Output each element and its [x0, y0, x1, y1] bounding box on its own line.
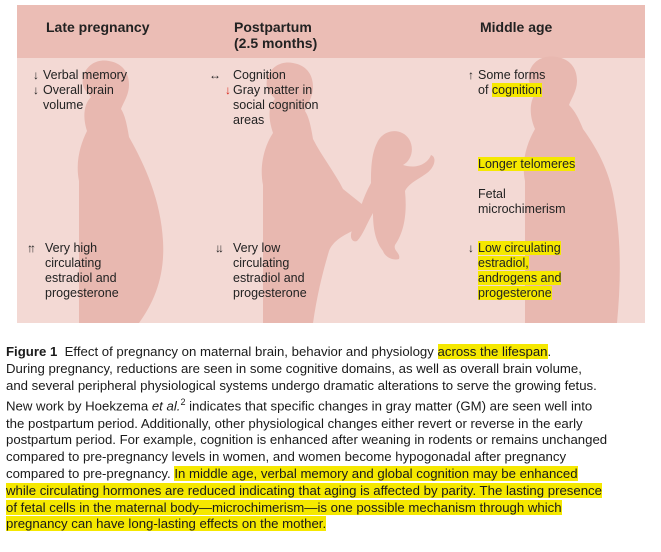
caption-title: Effect of pregnancy on maternal brain, behavior and physiology — [57, 344, 438, 359]
middle-bottom-notes — [468, 241, 561, 301]
postpartum-cognition — [209, 68, 318, 83]
caption-line-8 — [6, 466, 656, 483]
postpartum-gray-matter — [209, 83, 318, 128]
late-verbal-memory — [33, 68, 127, 83]
middle-top-notes — [468, 68, 545, 98]
telomeres-highlight: Longer telomeres — [478, 157, 576, 171]
middle-bottom-line3: androgens and — [478, 271, 562, 285]
caption-line-4a: New work by Hoekzema — [6, 398, 152, 414]
postpartum-bottom-line3: estradiol and — [233, 271, 305, 285]
header-late-pregnancy: Late pregnancy — [46, 19, 150, 35]
postpartum-bottom-line4: progesterone — [233, 286, 307, 300]
header-middle-age: Middle age — [480, 19, 553, 35]
late-bottom-line2: circulating — [45, 256, 102, 270]
middle-bottom-line2: estradiol, — [478, 256, 529, 270]
postpartum-gm-line1: Gray matter in — [233, 83, 313, 97]
caption-line-7: compared to pre-pregnancy levels in women, and women become hypogonadal after pregnancy — [6, 449, 567, 465]
postpartum-bottom-line2: circulating — [233, 256, 290, 270]
caption-line-6: postpartum period. For example, cognition is enhanced after weaning in rodents or remains unchanged — [6, 432, 608, 448]
caption-line-8a: compared to pre-pregnancy. — [6, 465, 175, 481]
header-postpartum — [234, 19, 317, 51]
caption-line-4 — [6, 394, 656, 415]
caption-citation: 2 — [180, 397, 186, 408]
baby-silhouette — [351, 131, 435, 259]
down-arrow-icon: ↓ — [33, 83, 39, 97]
left-right-arrow-icon: ↔ — [209, 68, 221, 82]
late-bottom-notes — [27, 241, 119, 301]
late-verbal-memory-text: Verbal memory — [43, 68, 128, 82]
up-arrow-icon: ↑ — [468, 68, 474, 82]
middle-bottom-line1: Low circulating — [478, 241, 561, 255]
late-brain-volume — [33, 83, 127, 113]
figure-panel — [17, 5, 645, 323]
caption-figure-label: Figure 1 — [6, 344, 58, 359]
caption-title-line — [6, 344, 656, 361]
double-up-arrow-icon: ↑↑ — [27, 241, 33, 255]
postpartum-gm-line2: social cognition — [233, 98, 319, 112]
caption-et-al: et al. — [151, 398, 181, 414]
caption-title-end: . — [547, 344, 552, 359]
middle-telomeres — [478, 157, 575, 172]
header-postpartum-line2: (2.5 months) — [234, 35, 318, 51]
middle-top-line2-prefix: of — [478, 83, 492, 97]
red-down-arrow-icon: ↓ — [225, 83, 231, 97]
late-bottom-line1: Very high — [45, 241, 98, 255]
postpartum-bottom-notes — [215, 241, 307, 301]
micro-line2: microchimerism — [478, 202, 566, 216]
middle-microchimerism — [478, 187, 566, 217]
caption-title-highlight: across the lifespan — [437, 344, 548, 359]
caption-line-11-highlight: pregnancy can have long-lasting effects on the mother. — [6, 516, 327, 532]
late-brain-volume-line1: Overall brain — [43, 83, 114, 97]
postpartum-bottom-line1: Very low — [233, 241, 281, 255]
double-down-arrow-icon: ↓↓ — [215, 241, 221, 255]
figure-caption — [6, 344, 656, 533]
down-arrow-icon: ↓ — [33, 68, 39, 82]
postpartum-cognition-text: Cognition — [233, 68, 286, 82]
caption-line-2: During pregnancy, reductions are seen in some cognitive domains, as well as overall brain volume, — [6, 360, 582, 376]
late-top-notes — [33, 68, 127, 113]
postpartum-gm-line3: areas — [233, 113, 265, 127]
down-arrow-icon: ↓ — [468, 241, 474, 255]
caption-line-5: the postpartum period. Additionally, other physiological changes either revert or reverse in the early — [6, 415, 583, 431]
late-bottom-line3: estradiol and — [45, 271, 117, 285]
middle-top-line1: Some forms — [478, 68, 546, 82]
late-bottom-line4: progesterone — [45, 286, 119, 300]
header-postpartum-line1: Postpartum — [234, 19, 312, 35]
caption-line-10-highlight: of fetal cells in the maternal body—microchimerism—is one possible mechanism through which — [6, 499, 562, 515]
middle-bottom-line4: progesterone — [478, 286, 552, 300]
middle-cognition-highlight: cognition — [491, 83, 542, 97]
postpartum-top-notes — [209, 68, 318, 128]
caption-line-8-highlight: In middle age, verbal memory and global cognition may be enhanced — [174, 465, 578, 481]
late-brain-volume-line2: volume — [43, 98, 84, 112]
caption-line-4b: indicates that specific changes in gray matter (GM) are seen well into — [185, 398, 593, 414]
caption-line-9-highlight: while circulating hormones are reduced indicating that aging is affected by parity. The lasting presence — [6, 482, 602, 498]
caption-line-3: and several peripheral physiological systems undergo dramatic alterations to serve the growing fetus. — [6, 377, 597, 393]
micro-line1: Fetal — [478, 187, 506, 201]
